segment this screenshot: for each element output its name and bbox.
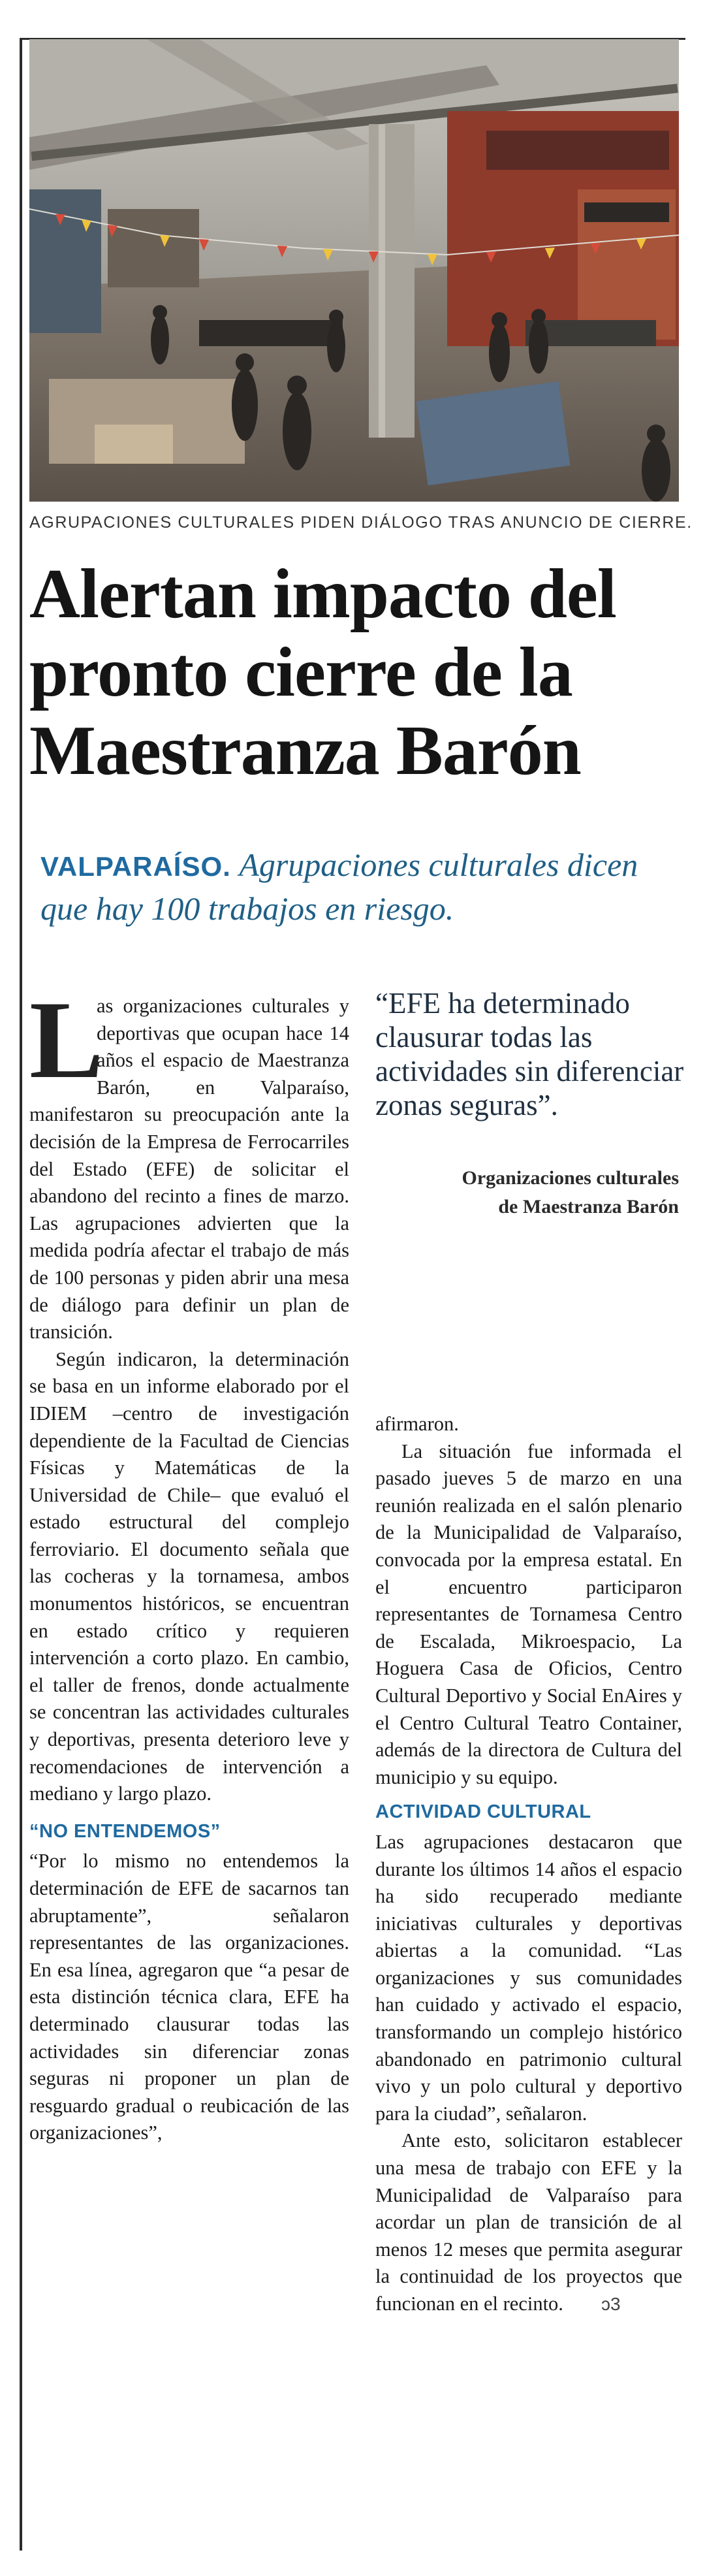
paragraph-6-text: Ante esto, solicitaron establecer una mesa de trabajo con EFE y la Municipalidad de Valparaíso para acordar un plan de transición de al menos 12 meses que permita asegurar la continuidad de los proyectos que funcionan en el recinto. bbox=[375, 2129, 682, 2315]
article-column-left bbox=[29, 978, 349, 2147]
article-column-right bbox=[375, 1411, 682, 2318]
deck-place: VALPARAÍSO. bbox=[40, 851, 231, 882]
attribution-line-1: Organizaciones culturales bbox=[462, 1167, 679, 1189]
subhead-actividad-cultural: ACTIVIDAD CULTURAL bbox=[375, 1801, 591, 1823]
paragraph-5: Las agrupaciones destacaron que durante los últimos 14 años el espacio ha sido recuperado mediante iniciativas culturales y deportivas abiertas a la comunidad. “Las organizaciones y sus comunidades han cuidado y activado el espacio, transformando un complejo histórico abandonado en patrimonio cultural vivo y un polo cultural y deportivo para la ciudad”, señalaron. bbox=[375, 1830, 682, 2125]
deck-text: Agrupaciones culturales dicen que hay 100 trabajos en riesgo. bbox=[40, 846, 638, 927]
end-mark-icon: ↄ3 bbox=[601, 2294, 621, 2314]
paragraph-3-continued: afirmaron. bbox=[375, 1413, 459, 1435]
paragraph-1-text: as organizaciones culturales y deportivas que ocupan hace 14 años el espacio de Maestranza Barón, en Valparaíso, manifestaron su preocupación ante la decisión de la Empresa de Ferrocarriles del Estado (EFE) de solicitar el abandono del recinto a fines de marzo. Las agrupaciones advierten que la medida podría afectar el trabajo de más de 100 personas y piden abrir una mesa de diálogo para definir un plan de transición. bbox=[29, 995, 349, 1344]
paragraph-4: La situación fue informada el pasado jueves 5 de marzo en una reunión realizada en el salón plenario de la Municipalidad de Valparaíso, convocada por la empresa estatal. En el encuentro participaron representantes de Tornamesa Centro de Escalada, Mikroespacio, La Hoguera Casa de Oficios, Centro Cultural Deportivo y Social EnAires y el Centro Cultural Teatro Container, además de la directora de Cultura del municipio y su equipo. bbox=[375, 1440, 682, 1788]
photo-caption: AGRUPACIONES CULTURALES PIDEN DIÁLOGO TRAS ANUNCIO DE CIERRE. bbox=[29, 513, 693, 532]
subhead-no-entendemos: “NO ENTENDEMOS” bbox=[29, 1820, 221, 1842]
headline-line-1: Alertan impacto del bbox=[29, 555, 616, 633]
left-column-rule bbox=[20, 39, 22, 2551]
dropcap: L bbox=[29, 978, 104, 1101]
pull-quote bbox=[375, 986, 685, 1221]
pull-quote-text: “EFE ha determinado clausurar todas las actividades sin diferenciar zonas seguras”. bbox=[375, 987, 684, 1121]
paragraph-6 bbox=[375, 2127, 682, 2317]
headline-line-2: pronto cierre de la bbox=[29, 634, 572, 711]
paragraph-2: Según indicaron, la determinación se basa en un informe elaborado por el IDIEM –centro de investigación dependiente de la Facultad de Ciencias Físicas y Matemáticas de la Universidad de Chile– que evaluó el estado estructural del complejo ferroviario. El documento señala que las cocheras y la tornamesa, ambos monumentos históricos, se encuentran en estado crítico y requieren intervención a corto plazo. En cambio, el taller de frenos, donde actualmente se concentran las actividades culturales y deportivas, presenta deterioro leve y recomendaciones de intervención a mediano y largo plazo. bbox=[29, 1347, 349, 1805]
warehouse-market-image bbox=[29, 39, 679, 502]
deck bbox=[40, 844, 687, 929]
pull-quote-attribution bbox=[375, 1164, 685, 1221]
headline-line-3: Maestranza Barón bbox=[29, 712, 581, 790]
attribution-line-2: de Maestranza Barón bbox=[498, 1196, 679, 1217]
article-photo bbox=[29, 39, 679, 502]
headline bbox=[29, 555, 689, 790]
paragraph-1 bbox=[29, 978, 349, 1346]
paragraph-3: “Por lo mismo no entendemos la determinación de EFE de sacarnos tan abruptamente”, señalaron representantes de las organizaciones. En esa línea, agregaron que “a pesar de esta distinción técnica clara, EFE ha determinado clausurar todas las actividades sin diferenciar zonas seguras ni proponer un plan de resguardo gradual o reubicación de las organizaciones”, bbox=[29, 1850, 349, 2144]
